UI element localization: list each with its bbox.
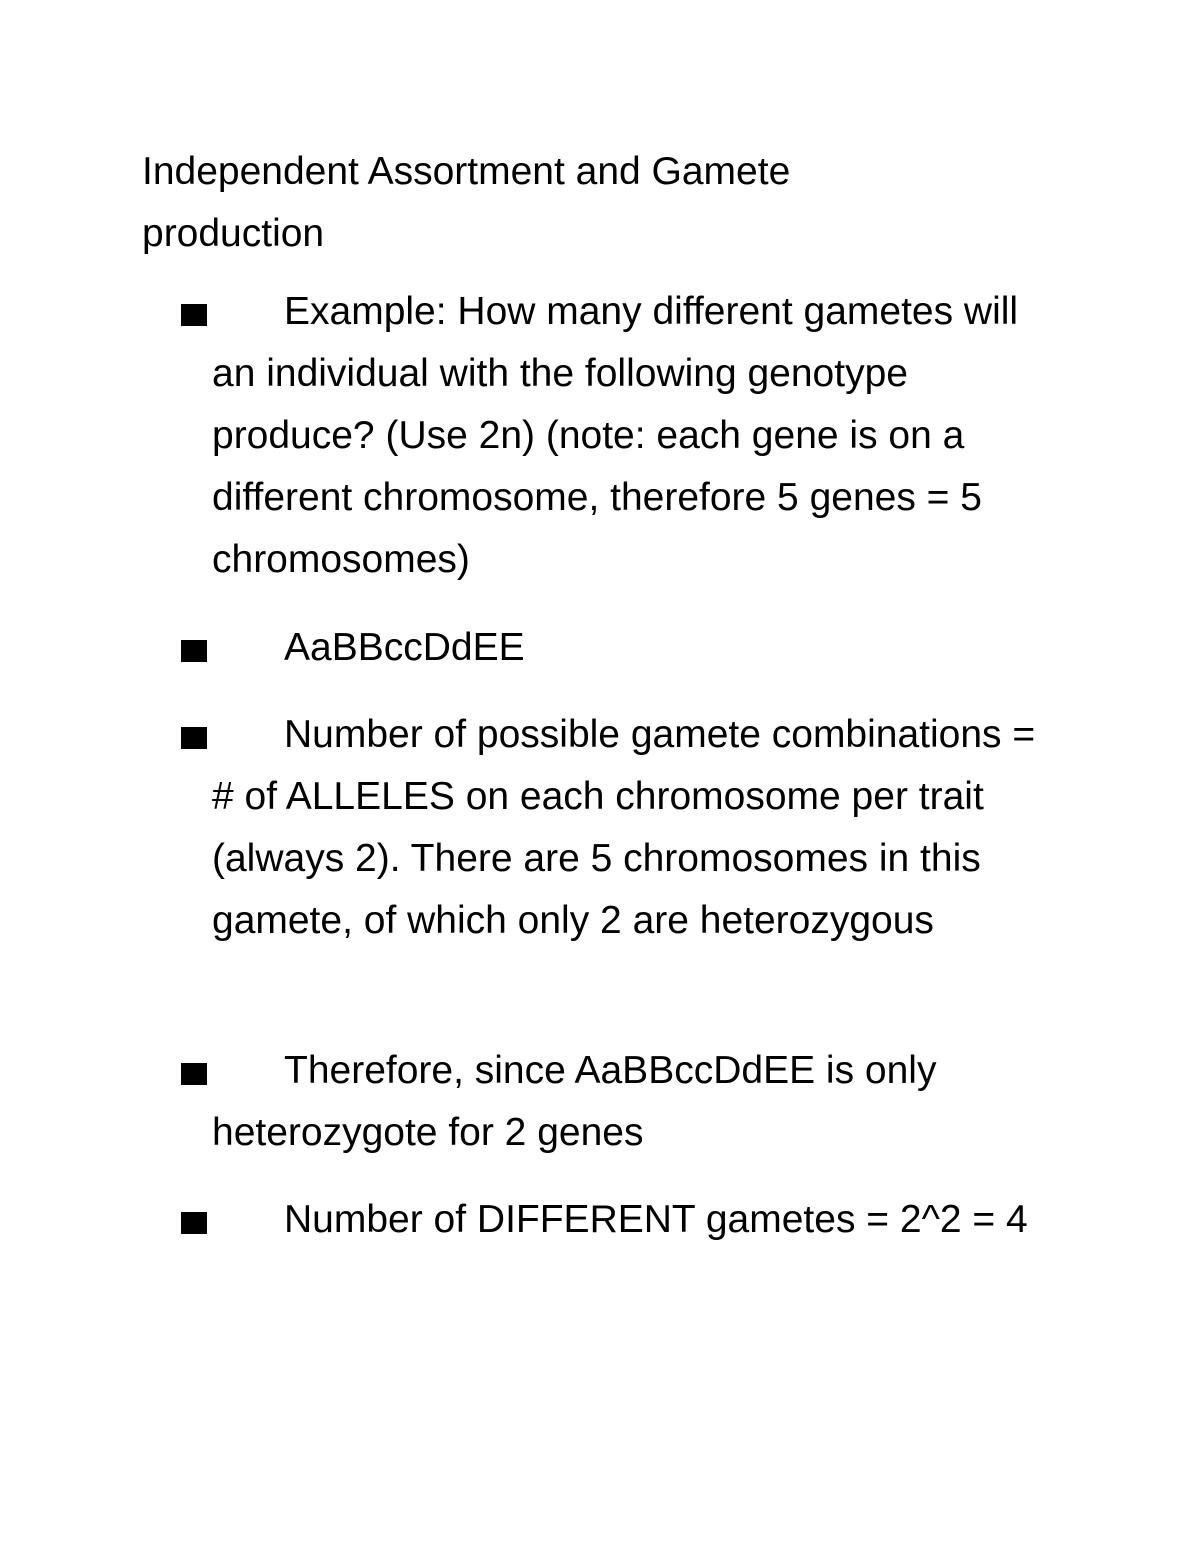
square-bullet-icon — [181, 640, 207, 662]
bullet-text: Number of possible gamete combinations = # of ALLELES on each chromosome per trait (always 2). There are 5 chromosomes in this gamete, of which only 2 are heterozygous — [212, 713, 1036, 942]
bullet-text: Example: How many different gametes will an individual with the following genotype produce? (Use 2n) (note: each gene is on a different chromosome, therefore 5 genes = 5 chromosomes) — [212, 290, 1019, 581]
square-bullet-icon — [181, 1063, 207, 1085]
bullet-text: Therefore, since AaBBccDdEE is only heterozygote for 2 genes — [212, 1049, 937, 1154]
bullet-text: AaBBccDdEE — [284, 626, 525, 669]
square-bullet-icon — [181, 727, 207, 749]
square-bullet-icon — [181, 304, 207, 326]
page-title: Independent Assortment and Gamete production — [142, 150, 791, 255]
bullet-text: Number of DIFFERENT gametes = 2^2 = 4 — [284, 1198, 1028, 1241]
square-bullet-icon — [181, 1212, 207, 1234]
